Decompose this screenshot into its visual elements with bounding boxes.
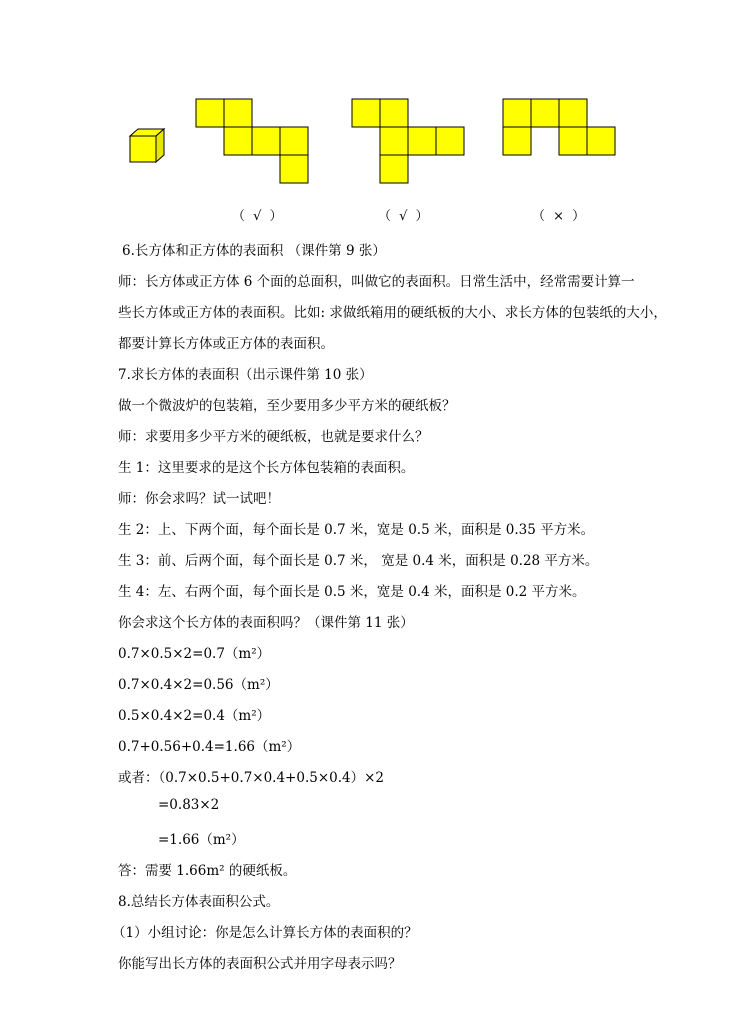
paragraph-line: 生 4：左、右两个面，每个面长是 0.5 米，宽是 0.4 米，面积是 0.2 平方米。: [118, 584, 586, 600]
formula-line: 0.5×0.4×2=0.4（m²）: [118, 708, 271, 724]
paragraph-line: 师：你会求吗？试一试吧！: [118, 491, 280, 507]
paragraph-line: 生 1：这里要求的是这个长方体包装箱的表面积。: [118, 460, 415, 476]
paragraph-line: 些长方体或正方体的表面积。比如: 求做纸箱用的硬纸板的大小、求长方体的包装纸的大小，: [118, 305, 667, 321]
section-heading-6: 6.长方体和正方体的表面积 （课件第 9 张）: [122, 243, 386, 259]
formula-line: 0.7×0.5×2=0.7（m²）: [118, 646, 271, 662]
figure-row: [0, 0, 745, 230]
paragraph-line: 做一个微波炉的包装箱，至少要用多少平方米的硬纸板？: [118, 398, 456, 414]
mark-3: （ × ）: [532, 209, 588, 224]
paragraph-line: 都要计算长方体或正方体的表面积。: [118, 336, 334, 352]
paragraph-line: 你能写出长方体的表面积公式并用字母表示吗？: [118, 956, 402, 972]
mark-1: （ √ ）: [232, 209, 285, 224]
answer-line: 答：需要 1.66m² 的硬纸板。: [118, 863, 297, 879]
formula-line: 或者：（0.7×0.5+0.7×0.4+0.5×0.4）×2: [118, 770, 385, 786]
paragraph-line: 生 2：上、下两个面，每个面长是 0.7 米，宽是 0.5 米，面积是 0.35 平方米。: [118, 522, 595, 538]
paragraph-line: 师：长方体或正方体 6 个面的总面积，叫做它的表面积。日常生活中，经常需要计算一: [118, 274, 635, 290]
cube-figure: [126, 126, 170, 166]
paragraph-line: 师：求要用多少平方米的硬纸板，也就是要求什么？: [118, 429, 429, 445]
paragraph-line: （1）小组讨论：你是怎么计算长方体的表面积的？: [112, 925, 418, 941]
formula-line: =0.83×2: [158, 797, 220, 813]
formula-line: 0.7×0.4×2=0.56（m²）: [118, 677, 279, 693]
section-heading-8: 8.总结长方体表面积公式。: [118, 894, 280, 910]
formula-line: =1.66（m²）: [158, 832, 245, 848]
paragraph-line: 生 3：前、后两个面，每个面长是 0.7 米， 宽是 0.4 米，面积是 0.28 平方米。: [118, 553, 599, 569]
paragraph-line: 你会求这个长方体的表面积吗？（课件第 11 张）: [118, 615, 414, 631]
formula-line: 0.7+0.56+0.4=1.66（m²）: [118, 739, 301, 755]
cube-net-2: [351, 98, 467, 186]
section-heading-7: 7.求长方体的表面积（出示课件第 10 张）: [118, 367, 373, 383]
cube-net-3: [502, 98, 620, 158]
cube-net-1: [195, 98, 311, 186]
mark-2: （ √ ）: [378, 209, 431, 224]
